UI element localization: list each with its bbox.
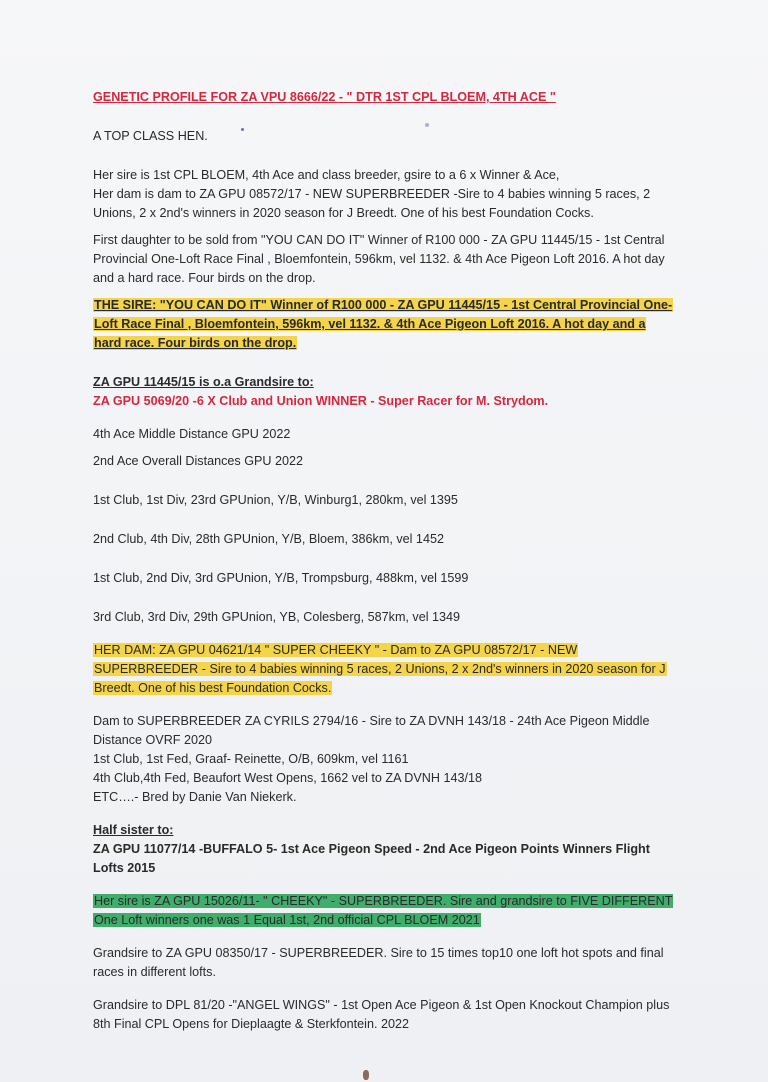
half-sister-heading: Half sister to: bbox=[93, 823, 174, 837]
intro-line: A TOP CLASS HEN. bbox=[93, 129, 208, 143]
grandsire-heading: ZA GPU 11445/15 is o.a Grandsire to: bbox=[93, 375, 314, 389]
her-dam-paragraph bbox=[93, 641, 673, 698]
her-dam-highlight: HER DAM: ZA GPU 04621/14 " SUPER CHEEKY " - Dam to ZA GPU 08572/17 - NEW SUPERBREEDER - Sire to 4 babies winning 5 races, 2 Unions, 2 x 2nd's winners in 2020 season for J Breedt. One of his best Foundation Cocks. bbox=[94, 643, 666, 695]
dam-summary: Her dam is dam to ZA GPU 08572/17 - NEW SUPERBREEDER -Sire to 4 babies winning 5 races, 2 Unions, 2 x 2nd's winners in 2020 season for J Breedt. One of his best Foundation Cocks. bbox=[93, 187, 651, 220]
dam-result-item: 4th Club,4th Fed, Beaufort West Opens, 1662 vel to ZA DVNH 143/18 bbox=[93, 771, 482, 785]
dam-to-paragraph: Dam to SUPERBREEDER ZA CYRILS 2794/16 - Sire to ZA DVNH 143/18 - 24th Ace Pigeon Middle Distance OVRF 2020 bbox=[93, 714, 650, 747]
the-sire-highlight: THE SIRE: "YOU CAN DO IT" Winner of R100 000 - ZA GPU 11445/15 - 1st Central Provincial One-Loft Race Final , Bloemfontein, 596km, vel 1132. & 4th Ace Pigeon Loft 2016. A hot day and a hard race. Four birds on the drop. bbox=[94, 298, 673, 350]
her-sire-paragraph bbox=[93, 892, 673, 930]
race-result-item: 1st Club, 2nd Div, 3rd GPUnion, Y/B, Trompsburg, 488km, vel 1599 bbox=[93, 571, 469, 585]
scan-speck bbox=[363, 1070, 369, 1080]
race-result-item: 1st Club, 1st Div, 23rd GPUnion, Y/B, Winburg1, 280km, vel 1395 bbox=[93, 493, 458, 507]
race-result-item: 2nd Club, 4th Div, 28th GPUnion, Y/B, Bloem, 386km, vel 1452 bbox=[93, 532, 444, 546]
first-daughter-paragraph: First daughter to be sold from "YOU CAN DO IT" Winner of R100 000 - ZA GPU 11445/15 - 1st Central Provincial One-Loft Race Final , Bloemfontein, 596km, vel 1132. & 4th Ace Pigeon Loft 2016. A hot day and a hard race. Four birds on the drop. bbox=[93, 233, 665, 285]
achievement-item: 4th Ace Middle Distance GPU 2022 bbox=[93, 427, 291, 441]
her-sire-highlight: Her sire is ZA GPU 15026/11- " CHEEKY" - SUPERBREEDER. Sire and grandsire to FIVE DIFFERENT One Loft winners one was 1 Equal 1st, 2nd official CPL BLOEM 2021 bbox=[94, 894, 673, 927]
race-result-item: 3rd Club, 3rd Div, 29th GPUnion, YB, Colesberg, 587km, vel 1349 bbox=[93, 610, 461, 624]
grandsire-subject: ZA GPU 5069/20 -6 X Club and Union WINNER - Super Racer for M. Strydom. bbox=[93, 394, 549, 408]
half-sister-paragraph: ZA GPU 11077/14 -BUFFALO 5- 1st Ace Pigeon Speed - 2nd Ace Pigeon Points Winners Flight Lofts 2015 bbox=[93, 842, 650, 875]
dam-result-item: 1st Club, 1st Fed, Graaf- Reinette, O/B, 609km, vel 1161 bbox=[93, 752, 409, 766]
achievement-item: 2nd Ace Overall Distances GPU 2022 bbox=[93, 454, 304, 468]
document-body bbox=[93, 88, 673, 1034]
grandsire-paragraph-2: Grandsire to DPL 81/20 -"ANGEL WINGS" - 1st Open Ace Pigeon & 1st Open Knockout Champion plus 8th Final CPL Opens for Dieplaagte & Sterkfontein. 2022 bbox=[93, 998, 670, 1031]
sire-summary: Her sire is 1st CPL BLOEM, 4th Ace and class breeder, gsire to a 6 x Winner & Ace, bbox=[93, 168, 560, 182]
document-title: GENETIC PROFILE FOR ZA VPU 8666/22 - " DTR 1ST CPL BLOEM, 4TH ACE " bbox=[93, 90, 556, 104]
grandsire-paragraph-1: Grandsire to ZA GPU 08350/17 - SUPERBREEDER. Sire to 15 times top10 one loft hot spots and final races in different lofts. bbox=[93, 946, 664, 979]
the-sire-paragraph bbox=[93, 296, 673, 353]
dam-etc-line: ETC….- Bred by Danie Van Niekerk. bbox=[93, 790, 297, 804]
